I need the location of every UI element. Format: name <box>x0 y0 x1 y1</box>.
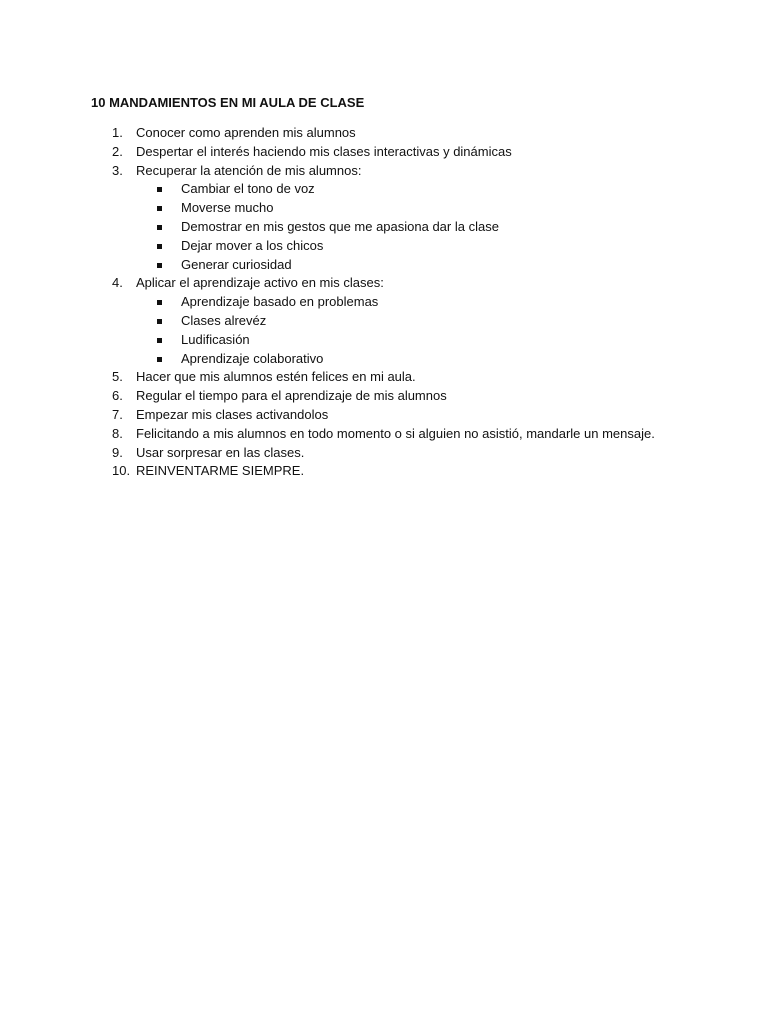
square-bullet-icon <box>157 357 162 362</box>
square-bullet-icon <box>157 187 162 192</box>
numbered-item <box>0 406 768 425</box>
item-text: Felicitando a mis alumnos en todo momento o si alguien no asistió, mandarle un mensaje. <box>136 425 655 441</box>
subitem-text: Cambiar el tono de voz <box>181 181 315 197</box>
item-number: 3. <box>112 162 123 178</box>
item-text: Despertar el interés haciendo mis clases interactivas y dinámicas <box>136 143 512 159</box>
subitem-text: Generar curiosidad <box>181 256 292 272</box>
bullet-subitem <box>0 218 768 237</box>
square-bullet-icon <box>157 244 162 249</box>
item-number: 2. <box>112 143 123 159</box>
numbered-item <box>0 462 768 481</box>
item-number: 7. <box>112 406 123 422</box>
subitem-text: Clases alrevéz <box>181 312 267 328</box>
item-text: Aplicar el aprendizaje activo en mis clases: <box>136 275 384 291</box>
item-number: 10. <box>112 463 131 479</box>
numbered-item <box>0 444 768 463</box>
bullet-subitem <box>0 237 768 256</box>
bullet-subitem <box>0 180 768 199</box>
item-text: REINVENTARME SIEMPRE. <box>136 463 305 479</box>
item-number: 9. <box>112 444 123 460</box>
subitem-text: Aprendizaje basado en problemas <box>181 294 379 310</box>
square-bullet-icon <box>157 338 162 343</box>
numbered-item <box>0 425 768 444</box>
item-text: Regular el tiempo para el aprendizaje de mis alumnos <box>136 388 447 404</box>
subitem-text: Dejar mover a los chicos <box>181 237 324 253</box>
item-text: Recuperar la atención de mis alumnos: <box>136 162 362 178</box>
square-bullet-icon <box>157 263 162 268</box>
bullet-subitem <box>0 331 768 350</box>
numbered-item <box>0 124 768 143</box>
subitem-text: Aprendizaje colaborativo <box>181 350 324 366</box>
subitem-text: Demostrar en mis gestos que me apasiona dar la clase <box>181 218 499 234</box>
numbered-item <box>0 143 768 162</box>
bullet-subitem <box>0 199 768 218</box>
numbered-item <box>0 387 768 406</box>
bullet-subitem <box>0 256 768 275</box>
item-number: 8. <box>112 425 123 441</box>
numbered-item <box>0 162 768 181</box>
bullet-subitem <box>0 312 768 331</box>
item-text: Usar sorpresar en las clases. <box>136 444 305 460</box>
numbered-item <box>0 274 768 293</box>
item-number: 4. <box>112 275 123 291</box>
item-text: Empezar mis clases activandolos <box>136 406 329 422</box>
item-number: 5. <box>112 369 123 385</box>
item-text: Conocer como aprenden mis alumnos <box>136 125 356 140</box>
commandments-list <box>0 124 768 481</box>
subitem-text: Ludificasión <box>181 331 250 347</box>
subitem-text: Moverse mucho <box>181 200 274 216</box>
bullet-subitem <box>0 293 768 312</box>
bullet-subitem <box>0 350 768 369</box>
document-title: 10 MANDAMIENTOS EN MI AULA DE CLASE <box>91 95 365 110</box>
square-bullet-icon <box>157 319 162 324</box>
item-text: Hacer que mis alumnos estén felices en mi aula. <box>136 369 416 385</box>
item-number: 6. <box>112 388 123 404</box>
item-number: 1. <box>112 125 123 140</box>
square-bullet-icon <box>157 300 162 305</box>
numbered-item <box>0 368 768 387</box>
square-bullet-icon <box>157 225 162 230</box>
square-bullet-icon <box>157 206 162 211</box>
